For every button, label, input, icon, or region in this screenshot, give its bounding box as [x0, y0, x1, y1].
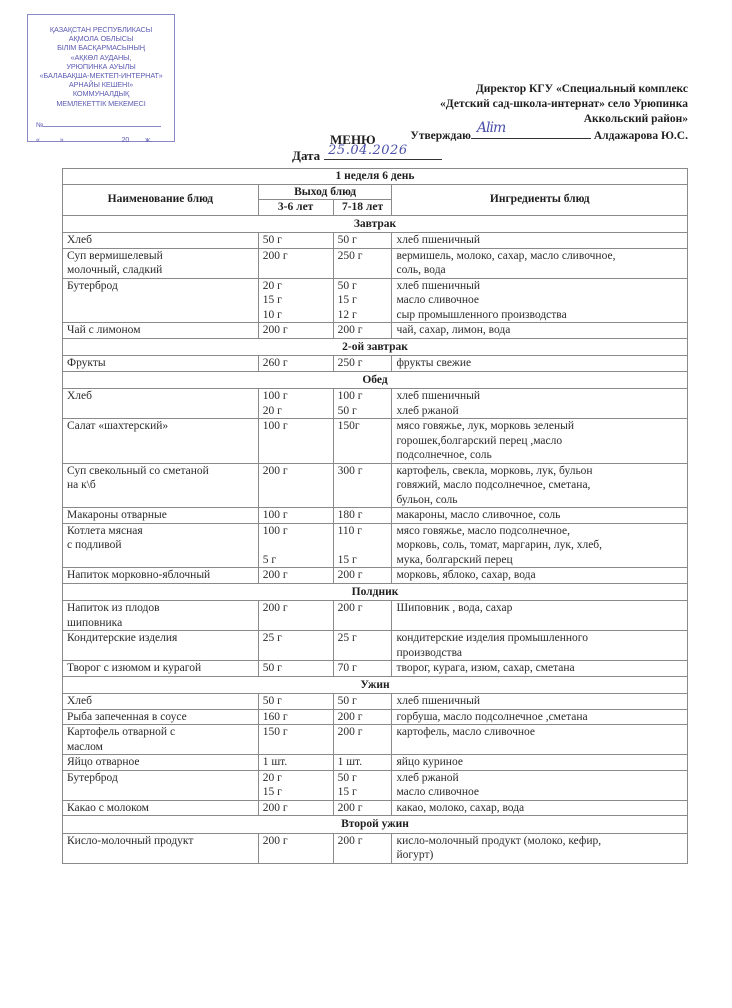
yield-7-18-cell — [333, 770, 392, 800]
section-header: 2-ой завтрак — [63, 338, 688, 356]
section-header: Полдник — [63, 583, 688, 601]
ingredients-cell — [392, 323, 688, 339]
yield-3-6-line: 50 г — [262, 695, 282, 707]
yield-3-6-line: 100 г — [262, 524, 288, 537]
table-row — [63, 323, 688, 339]
yield-3-6-line: 5 г — [262, 553, 277, 566]
yield-7-18-line: 70 г — [337, 662, 357, 674]
approval-block — [410, 82, 688, 144]
header-yield: Выход блюд — [258, 184, 392, 200]
ingredients-line: бульон, соль — [396, 493, 458, 506]
stamp-line: «БАЛАБАҚША-МЕКТЕП-ИНТЕРНАТ» — [39, 71, 163, 81]
stamp-line: КОММУНАЛДЫҚ — [72, 89, 130, 99]
yield-7-18-cell — [333, 356, 392, 372]
dish-name-line: Кондитерские изделия — [67, 632, 178, 644]
dish-name-line: молочный, сладкий — [67, 264, 163, 276]
ingredients-cell — [392, 694, 688, 710]
yield-7-18-cell — [333, 601, 392, 631]
approval-line-3: Аккольский район» — [583, 113, 688, 125]
approval-line-1: Директор КГУ «Специальный комплекс — [475, 83, 688, 95]
yield-7-18-line: 50 г — [337, 695, 357, 707]
yield-7-18-line: 15 г — [337, 553, 357, 566]
yield-3-6-line: 20 г — [262, 404, 282, 417]
ingredients-line: хлеб ржаной — [396, 404, 459, 417]
page-title: МЕНЮ — [330, 132, 376, 147]
menu-body — [63, 215, 688, 863]
signer-name: Алдажарова Ю.С. — [593, 130, 688, 142]
yield-3-6-line: 200 г — [262, 569, 288, 581]
yield-3-6-cell — [258, 233, 333, 249]
yield-3-6-cell — [258, 356, 333, 372]
yield-7-18-line: 200 г — [337, 569, 363, 581]
yield-3-6-line: 15 г — [262, 294, 282, 306]
ingredients-cell — [392, 833, 688, 863]
ingredients-cell — [392, 463, 688, 508]
dish-name-cell — [63, 508, 259, 524]
ingredients-line: морковь, соль, томат, маргарин, лук, хлеб, — [396, 539, 603, 551]
table-row — [63, 523, 688, 568]
ingredients-line: яйцо куриное — [396, 756, 463, 768]
yield-3-6-cell — [258, 419, 333, 464]
dish-name-line: Рыба запеченная в соусе — [67, 710, 187, 723]
yield-7-18-cell — [333, 508, 392, 524]
ingredients-line: Шиповник , вода, сахар — [396, 602, 513, 614]
table-row — [63, 419, 688, 464]
yield-7-18-cell — [333, 800, 392, 816]
ingredients-line: горбуша, масло подсолнечное ,сметана — [396, 710, 588, 723]
dish-name-cell — [63, 755, 259, 771]
table-row — [63, 694, 688, 710]
dish-name-line: Макароны отварные — [67, 509, 167, 521]
yield-3-6-line: 50 г — [262, 234, 282, 246]
stamp-date-line: « » 20 ж. — [36, 137, 152, 144]
dish-name-cell — [63, 568, 259, 584]
yield-3-6-line: 25 г — [262, 632, 282, 644]
yield-3-6-cell — [258, 800, 333, 816]
table-row — [63, 661, 688, 677]
yield-7-18-cell — [333, 631, 392, 661]
yield-3-6-line: 100 г — [262, 390, 288, 402]
yield-7-18-line: 200 г — [337, 726, 363, 738]
approve-label: Утверждаю — [410, 130, 471, 142]
table-row — [63, 233, 688, 249]
yield-7-18-line: 110 г — [337, 524, 362, 537]
yield-3-6-line: 1 шт. — [262, 756, 288, 768]
yield-3-6-cell — [258, 631, 333, 661]
ingredients-line: морковь, яблоко, сахар, вода — [396, 569, 536, 581]
yield-7-18-line: 15 г — [337, 294, 357, 306]
dish-name-cell — [63, 709, 259, 725]
dish-name-line: Салат «шахтерский» — [67, 420, 169, 432]
ingredients-cell — [392, 523, 688, 568]
dish-name-cell — [63, 248, 259, 278]
table-row — [63, 755, 688, 771]
ingredients-line: чай, сахар, лимон, вода — [396, 324, 511, 336]
dish-name-line: Фрукты — [67, 357, 106, 369]
yield-3-6-cell — [258, 601, 333, 631]
header-age-7-18: 7-18 лет — [333, 200, 392, 216]
dish-name-line: маслом — [67, 740, 103, 753]
table-row — [63, 725, 688, 755]
ingredients-cell — [392, 800, 688, 816]
ingredients-line: подсолнечное, соль — [396, 449, 492, 461]
ingredients-line: говяжий, масло подсолнечное, сметана, — [396, 479, 591, 491]
yield-3-6-cell — [258, 833, 333, 863]
section-header: Второй ужин — [63, 816, 688, 834]
yield-7-18-line: 50 г — [337, 404, 357, 417]
yield-3-6-cell — [258, 725, 333, 755]
section-header: Завтрак — [63, 215, 688, 233]
menu-table — [62, 168, 688, 864]
date-value: 25.04.2026 — [328, 143, 408, 158]
yield-7-18-cell — [333, 323, 392, 339]
yield-3-6-cell — [258, 709, 333, 725]
yield-7-18-line: 200 г — [337, 324, 363, 336]
table-row — [63, 631, 688, 661]
ingredients-line: какао, молоко, сахар, вода — [396, 801, 525, 814]
yield-3-6-line: 20 г — [262, 771, 282, 784]
yield-3-6-line: 50 г — [262, 662, 282, 674]
header-ingredients: Ингредиенты блюд — [392, 184, 688, 215]
yield-3-6-line: 200 г — [262, 801, 288, 814]
ingredients-cell — [392, 356, 688, 372]
yield-3-6-line: 20 г — [262, 279, 282, 292]
dish-name-line: Суп вермишелевый — [67, 249, 163, 262]
yield-7-18-cell — [333, 755, 392, 771]
dish-name-line: Какао с молоком — [67, 801, 149, 814]
yield-7-18-line: 250 г — [337, 249, 363, 262]
yield-7-18-cell — [333, 833, 392, 863]
ingredients-line: соль, вода — [396, 264, 446, 276]
yield-7-18-line — [338, 538, 388, 553]
yield-3-6-line: 200 г — [262, 602, 288, 614]
yield-7-18-cell — [333, 523, 392, 568]
yield-3-6-cell — [258, 248, 333, 278]
ingredients-line: масло сливочное — [396, 294, 479, 306]
dish-name-line: Хлеб — [67, 695, 92, 707]
dish-name-cell — [63, 523, 259, 568]
ingredients-cell — [392, 233, 688, 249]
official-stamp — [27, 14, 175, 142]
yield-3-6-cell — [258, 389, 333, 419]
yield-7-18-cell — [333, 568, 392, 584]
ingredients-line: хлеб ржаной — [396, 771, 459, 784]
ingredients-line: творог, курага, изюм, сахар, сметана — [396, 662, 575, 674]
dish-name-cell — [63, 389, 259, 419]
ingredients-cell — [392, 419, 688, 464]
yield-3-6-line: 200 г — [262, 464, 288, 477]
table-row — [63, 389, 688, 419]
table-row — [63, 248, 688, 278]
ingredients-cell — [392, 248, 688, 278]
yield-7-18-line: 180 г — [337, 509, 363, 521]
ingredients-cell — [392, 709, 688, 725]
dish-name-cell — [63, 770, 259, 800]
yield-3-6-cell — [258, 755, 333, 771]
ingredients-cell — [392, 568, 688, 584]
yield-3-6-cell — [258, 694, 333, 710]
yield-7-18-line: 250 г — [337, 357, 363, 369]
table-row — [63, 463, 688, 508]
stamp-line: «АҚКӨЛ АУДАНЫ, — [70, 52, 132, 62]
stamp-number-line: № — [36, 120, 166, 130]
stamp-line: АҚМОЛА ОБЛЫСЫ — [68, 34, 134, 44]
dish-name-line: Яйцо отварное — [67, 756, 140, 768]
ingredients-cell — [392, 661, 688, 677]
ingredients-line: картофель, масло сливочное — [396, 726, 536, 738]
table-row — [63, 568, 688, 584]
yield-3-6-line: 100 г — [262, 509, 288, 521]
yield-3-6-cell — [258, 323, 333, 339]
yield-3-6-line: 200 г — [262, 324, 288, 336]
dish-name-cell — [63, 356, 259, 372]
yield-3-6-cell — [258, 463, 333, 508]
yield-3-6-line — [263, 538, 329, 553]
yield-7-18-cell — [333, 725, 392, 755]
yield-7-18-line: 50 г — [337, 234, 357, 246]
stamp-line: ҚАЗАҚСТАН РЕСПУБЛИКАСЫ — [49, 25, 153, 34]
ingredients-cell — [392, 725, 688, 755]
ingredients-line: горошек,болгарский перец ,масло — [396, 434, 563, 447]
stamp-line: УРЮПИНКА АУЫЛЫ — [66, 61, 136, 71]
ingredients-cell — [392, 601, 688, 631]
dish-name-cell — [63, 800, 259, 816]
week-day-header: 1 неделя 6 день — [63, 169, 688, 185]
approval-signature-line — [410, 120, 688, 144]
yield-7-18-cell — [333, 419, 392, 464]
dish-name-line: Хлеб — [67, 234, 92, 246]
yield-3-6-cell — [258, 523, 333, 568]
yield-3-6-cell — [258, 278, 333, 323]
ingredients-line: хлеб пшеничный — [396, 695, 481, 707]
ingredients-cell — [392, 631, 688, 661]
dish-name-line: Картофель отварной с — [67, 726, 176, 738]
yield-3-6-cell — [258, 568, 333, 584]
ingredients-line: вермишель, молоко, сахар, масло сливочное, — [396, 249, 616, 262]
ingredients-line: кондитерские изделия промышленного — [396, 632, 588, 644]
ingredients-line: картофель, свекла, морковь, лук, бульон — [396, 464, 593, 477]
stamp-line: БІЛІМ БАСҚАРМАСЫНЫҢ — [57, 43, 145, 53]
dish-name-cell — [63, 601, 259, 631]
yield-3-6-cell — [258, 661, 333, 677]
ingredients-line: кисло-молочный продукт (молоко, кефир, — [396, 834, 602, 847]
header-age-3-6: 3-6 лет — [258, 200, 333, 216]
ingredients-line: сыр промышленного производства — [396, 308, 567, 321]
dish-name-line: Чай с лимоном — [67, 324, 141, 336]
menu-date — [292, 143, 442, 164]
ingredients-line: производства — [396, 646, 462, 659]
yield-7-18-cell — [333, 661, 392, 677]
yield-7-18-cell — [333, 709, 392, 725]
ingredients-cell — [392, 755, 688, 771]
ingredients-cell — [392, 278, 688, 323]
dish-name-cell — [63, 661, 259, 677]
stamp-line: МЕМЛЕКЕТТІК МЕКЕМЕСІ — [56, 98, 146, 108]
dish-name-line: на к\б — [67, 479, 96, 491]
yield-3-6-line: 160 г — [262, 710, 288, 723]
ingredients-line: хлеб пшеничный — [396, 279, 481, 292]
date-label: Дата — [292, 148, 321, 163]
dish-name-line: Бутерброд — [67, 279, 118, 292]
dish-name-line: шиповника — [67, 616, 123, 629]
yield-3-6-line: 200 г — [262, 834, 288, 847]
dish-name-line: с подливой — [67, 539, 122, 551]
dish-name-cell — [63, 323, 259, 339]
yield-7-18-cell — [333, 694, 392, 710]
table-row — [63, 601, 688, 631]
yield-7-18-line: 300 г — [337, 464, 363, 477]
yield-7-18-line: 200 г — [337, 710, 363, 723]
table-row — [63, 508, 688, 524]
yield-7-18-cell — [333, 389, 392, 419]
ingredients-line: макароны, масло сливочное, соль — [396, 509, 561, 521]
ingredients-line: фрукты свежие — [396, 357, 472, 369]
table-row — [63, 770, 688, 800]
dish-name-cell — [63, 233, 259, 249]
yield-7-18-line: 200 г — [337, 801, 363, 814]
yield-7-18-line: 150г — [337, 420, 360, 432]
yield-7-18-line: 1 шт. — [337, 756, 363, 768]
dish-name-line: Хлеб — [67, 390, 92, 402]
ingredients-line: мясо говяжье, лук, морковь зеленый — [396, 420, 575, 432]
ingredients-line: масло сливочное — [396, 786, 479, 798]
table-row — [63, 278, 688, 323]
signature: Alim — [476, 120, 506, 136]
table-row — [63, 709, 688, 725]
dish-name-cell — [63, 833, 259, 863]
signature-field — [471, 120, 591, 139]
yield-3-6-cell — [258, 508, 333, 524]
dish-name-line: Напиток морковно-яблочный — [67, 569, 211, 581]
yield-3-6-line: 100 г — [262, 420, 288, 432]
yield-7-18-line: 200 г — [337, 602, 363, 614]
yield-7-18-line: 50 г — [337, 771, 357, 784]
ingredients-cell — [392, 770, 688, 800]
ingredients-line: йогурт) — [396, 849, 434, 861]
dish-name-line: Бутерброд — [67, 771, 118, 784]
yield-3-6-line: 260 г — [262, 357, 288, 369]
yield-7-18-line: 12 г — [337, 308, 357, 321]
yield-7-18-cell — [333, 248, 392, 278]
section-header: Обед — [63, 371, 688, 389]
header-dish-name: Наименование блюд — [63, 184, 259, 215]
yield-7-18-line: 15 г — [337, 786, 357, 798]
approval-line-2: «Детский сад-школа-интернат» село Урюпинка — [440, 98, 688, 110]
dish-name-cell — [63, 631, 259, 661]
table-row — [63, 800, 688, 816]
yield-7-18-line: 100 г — [337, 390, 363, 402]
dish-name-line: Суп свекольный со сметаной — [67, 464, 209, 477]
date-field — [324, 143, 442, 160]
dish-name-line: Котлета мясная — [67, 524, 143, 537]
dish-name-line: Кисло-молочный продукт — [67, 834, 194, 847]
section-header: Ужин — [63, 676, 688, 694]
yield-3-6-line: 10 г — [262, 308, 282, 321]
yield-3-6-line: 200 г — [262, 249, 288, 262]
yield-7-18-line: 25 г — [337, 632, 357, 644]
ingredients-cell — [392, 389, 688, 419]
dish-name-line: Творог с изюмом и курагой — [67, 662, 202, 674]
dish-name-line: Напиток из плодов — [67, 602, 160, 614]
table-row — [63, 833, 688, 863]
yield-7-18-cell — [333, 278, 392, 323]
dish-name-cell — [63, 725, 259, 755]
yield-7-18-cell — [333, 463, 392, 508]
ingredients-line: мясо говяжье, масло подсолнечное, — [396, 524, 570, 537]
ingredients-line: мука, болгарский перец — [396, 553, 513, 566]
yield-3-6-line: 150 г — [262, 726, 288, 738]
yield-3-6-cell — [258, 770, 333, 800]
yield-7-18-line: 200 г — [337, 834, 363, 847]
dish-name-cell — [63, 278, 259, 323]
ingredients-cell — [392, 508, 688, 524]
yield-3-6-line: 15 г — [262, 786, 282, 798]
dish-name-cell — [63, 463, 259, 508]
dish-name-cell — [63, 694, 259, 710]
yield-7-18-cell — [333, 233, 392, 249]
stamp-line: АРНАЙЫ КЕШЕНІ» — [68, 80, 134, 90]
yield-7-18-line: 50 г — [337, 279, 357, 292]
dish-name-cell — [63, 419, 259, 464]
table-row — [63, 356, 688, 372]
ingredients-line: хлеб пшеничный — [396, 234, 481, 246]
ingredients-line: хлеб пшеничный — [396, 390, 481, 402]
